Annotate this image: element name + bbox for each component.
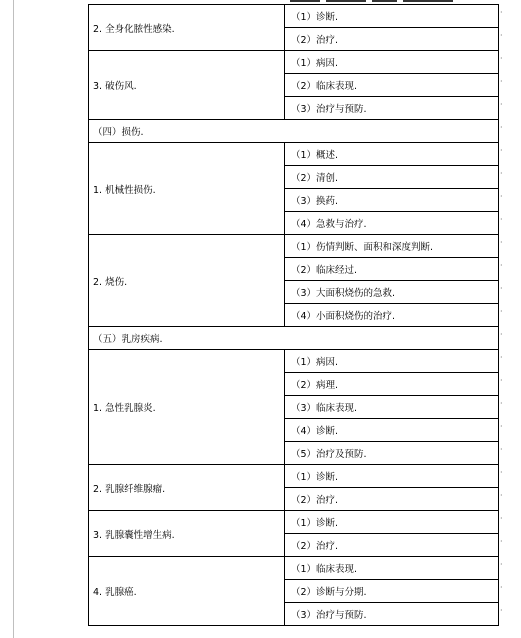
row-end-mark: ·: [500, 260, 503, 270]
row-end-mark: ·: [500, 398, 503, 408]
subtopic-item: （4）急救与治疗.: [285, 212, 499, 235]
subtopic-item: （1）诊断.: [285, 5, 499, 28]
subtopic-item: （3）大面积烧伤的急救.: [285, 281, 499, 304]
subtopic-item: （1）伤情判断、面积和深度判断.: [285, 235, 499, 258]
topic-label: 2. 烧伤.: [89, 235, 285, 327]
row-end-mark: ·: [500, 7, 503, 17]
subtopic-item: （1）临床表现.: [285, 557, 499, 580]
subtopic-item: （2）治疗.: [285, 488, 499, 511]
row-end-mark: ·: [500, 421, 503, 431]
subtopic-item: （1）概述.: [285, 143, 499, 166]
table-row: [89, 465, 499, 488]
row-end-mark: ·: [500, 375, 503, 385]
row-end-mark: ·: [500, 214, 503, 224]
row-end-mark: ·: [500, 30, 503, 40]
subtopic-item: （5）治疗及预防.: [285, 442, 499, 465]
row-end-mark: ·: [500, 352, 503, 362]
section-row: [89, 327, 499, 350]
subtopic-item: （1）病因.: [285, 350, 499, 373]
table-row: [89, 235, 499, 258]
subtopic-item: （2）病理.: [285, 373, 499, 396]
subtopic-item: （2）治疗.: [285, 534, 499, 557]
table-row: [89, 350, 499, 373]
table-row: [89, 557, 499, 580]
topic-label: 3. 破伤风.: [89, 51, 285, 120]
topic-label: 3. 乳腺囊性增生病.: [89, 511, 285, 557]
subtopic-item: （3）换药.: [285, 189, 499, 212]
topic-label: 4. 乳腺癌.: [89, 557, 285, 626]
subtopic-item: （2）诊断与分期.: [285, 580, 499, 603]
row-end-mark: ·: [500, 168, 503, 178]
row-end-mark: ·: [500, 490, 503, 500]
subtopic-item: （4）小面积烧伤的治疗.: [285, 304, 499, 327]
topic-label: 2. 全身化脓性感染.: [89, 5, 285, 51]
table-row: [89, 143, 499, 166]
subtopic-item: （2）临床表现.: [285, 74, 499, 97]
table-row: [89, 5, 499, 28]
subtopic-item: （3）临床表现.: [285, 396, 499, 419]
subtopic-item: （3）治疗与预防.: [285, 97, 499, 120]
row-end-mark: ·: [500, 191, 503, 201]
subtopic-item: （1）诊断.: [285, 465, 499, 488]
table-row: [89, 51, 499, 74]
subtopic-item: （3）治疗与预防.: [285, 603, 499, 626]
section-heading: （五）乳房疾病.: [89, 327, 499, 350]
row-end-mark: ·: [500, 329, 503, 339]
row-end-mark: ·: [500, 582, 503, 592]
topic-label: 1. 机械性损伤.: [89, 143, 285, 235]
left-border-line: [13, 0, 14, 638]
row-end-mark: ·: [500, 237, 503, 247]
topic-label: 1. 急性乳腺炎.: [89, 350, 285, 465]
row-end-mark: ·: [500, 99, 503, 109]
row-end-mark: ·: [500, 76, 503, 86]
subtopic-item: （1）诊断.: [285, 511, 499, 534]
section-heading: （四）损伤.: [89, 120, 499, 143]
row-end-mark: ·: [500, 605, 503, 615]
topic-label: 2. 乳腺纤维腺瘤.: [89, 465, 285, 511]
row-end-mark: ·: [500, 559, 503, 569]
row-end-mark: ·: [500, 283, 503, 293]
subtopic-item: （2）治疗.: [285, 28, 499, 51]
section-row: [89, 120, 499, 143]
row-end-mark: ·: [500, 53, 503, 63]
subtopic-item: （1）病因.: [285, 51, 499, 74]
subtopic-item: （2）清创.: [285, 166, 499, 189]
row-end-mark: ·: [500, 513, 503, 523]
row-end-mark: ·: [500, 145, 503, 155]
row-end-mark: ·: [500, 536, 503, 546]
syllabus-table: [88, 4, 499, 626]
syllabus-table-body: [89, 5, 499, 626]
table-row: [89, 511, 499, 534]
row-end-mark: ·: [500, 122, 503, 132]
subtopic-item: （2）临床经过.: [285, 258, 499, 281]
row-end-mark: ·: [500, 444, 503, 454]
row-end-mark: ·: [500, 467, 503, 477]
subtopic-item: （4）诊断.: [285, 419, 499, 442]
row-end-mark: ·: [500, 306, 503, 316]
